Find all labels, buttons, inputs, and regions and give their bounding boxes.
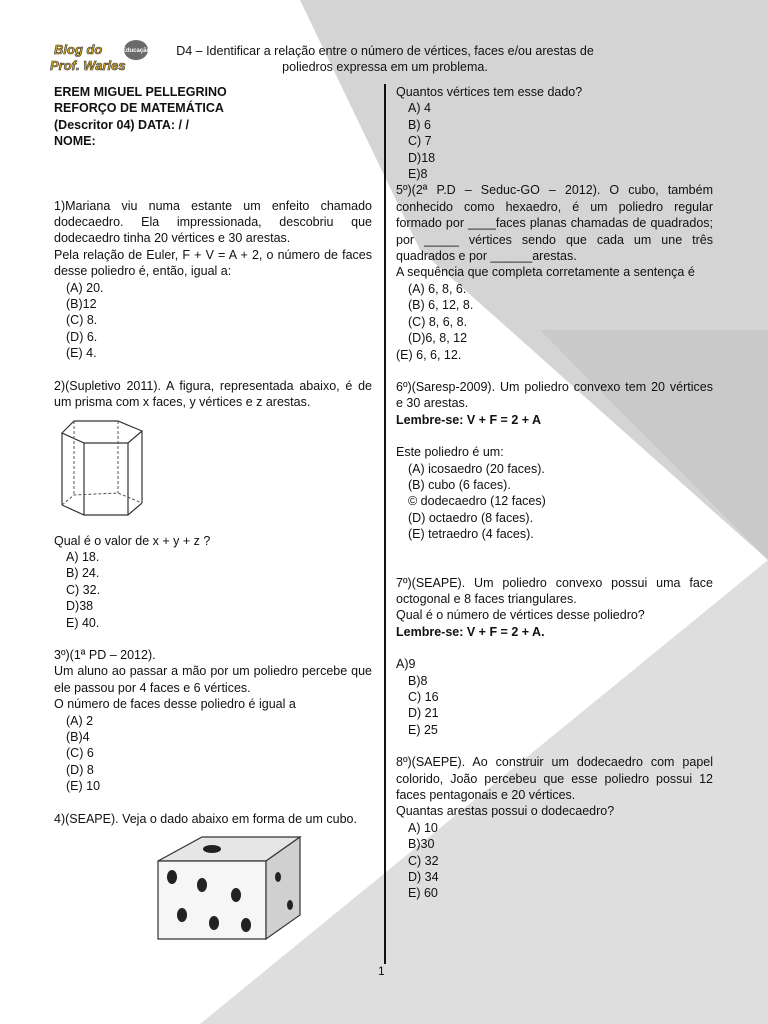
header-line1: D4 – Identificar a relação entre o número de vértices, faces e/ou arestas de [176,44,594,58]
q1-text2: Pela relação de Euler, F + V = A + 2, o número de faces desse poliedro é, então, igual a: [54,247,372,279]
q7-question: Qual é o número de vértices desse poliedro? [396,608,645,623]
q8-option: C) 32 [408,853,439,868]
q8-option: E) 60 [408,886,438,901]
q7-option: D) 21 [408,706,439,721]
left-column [54,84,372,947]
q6-text: 6º)(Saresp-2009). Um poliedro convexo tem 20 vértices e 30 arestas. [396,379,713,411]
q6-option: (A) icosaedro (20 faces). [408,461,545,476]
q2-question: Qual é o valor de x + y + z ? [54,533,211,548]
q7-option-a: A)9 [396,657,416,672]
q3-text: Um aluno ao passar a mão por um poliedro percebe que ele passou por 4 faces e 6 vértices. [54,664,372,695]
q6-hint: Lembre-se: V + F = 2 + A [396,412,542,427]
hexagonal-prism-figure [54,411,372,533]
q8-text: 8º)(SAEPE). Ao construir um dodecaedro com papel colorido, João percebeu que esse poliedro possui 12 faces pentagonais e 20 vértices. [396,755,713,803]
q4-option: C) 7 [408,134,432,149]
q3-option: (C) 6 [66,746,94,761]
page-number: 1 [378,964,385,978]
q1-text: 1)Mariana viu numa estante um enfeito chamado dodecaedro. Ela impressionada, descobriu que dodecaedro tinha 20 vértices e 30 arestas. [54,198,372,246]
page-header [160,43,610,75]
q4-text: 4)(SEAPE). Veja o dado abaixo em forma de um cubo. [54,811,357,826]
q5-option-e: (E) 6, 6, 12. [396,347,462,362]
q3-title: 3º)(1ª PD – 2012). [54,647,156,662]
q5-option: (C) 8, 6, 8. [408,314,468,329]
q1-option: (B)12 [66,297,97,312]
blog-logo [48,38,152,78]
q1-option: (D) 6. [66,329,98,344]
q1-option: (E) 4. [66,346,97,361]
q7-text: 7º)(SEAPE). Um poliedro convexo possui uma face octogonal e 8 faces triangulares. [396,575,713,606]
q2-text: 2)(Supletivo 2011). A figura, representada abaixo, é de um prisma com x faces, y vértices e z arestas. [54,378,372,410]
q1-option: (C) 8. [66,313,98,328]
q8-option: D) 34 [408,870,439,885]
q3-option: (D) 8 [66,762,94,777]
right-column [396,84,713,902]
q2-option: C) 32. [66,582,101,597]
q5-text: 5º)(2ª P.D – Seduc-GO – 2012). O cubo, também conhecido como hexaedro, é um poliedro regular formado por ____faces planas chamadas de quadrados; por _____ vértices sendo que cada um une três quadrados e por ______arestas. [396,183,713,264]
dice-figure [54,827,372,947]
q8-question: Quantas arestas possui o dodecaedro? [396,804,615,819]
q2-option: B) 24. [66,566,100,581]
q6-option: (E) tetraedro (4 faces). [408,527,534,542]
q7-option: E) 25 [408,722,438,737]
q3-question: O número de faces desse poliedro é igual a [54,697,296,712]
header-line2: poliedros expressa em um problema. [282,60,488,74]
q6-question: Este poliedro é um: [396,445,504,460]
q6-option: © dodecaedro (12 faces) [408,494,546,509]
descriptor-date: (Descritor 04) DATA: / / [54,117,189,132]
q2-option: E) 40. [66,615,100,630]
q5-option: (D)6, 8, 12 [408,331,468,346]
school-subject: REFORÇO DE MATEMÁTICA [54,101,224,116]
column-divider [384,84,386,964]
q8-option: B)30 [408,837,435,852]
q4-option: B) 6 [408,117,431,132]
q7-option: C) 16 [408,690,439,704]
q5-option: (B) 6, 12, 8. [408,298,474,313]
q1-option: (A) 20. [66,280,104,295]
q4-question: Quantos vértices tem esse dado? [396,85,583,99]
q7-option: B)8 [408,673,428,688]
q2-option: D)38 [66,599,94,614]
q7-hint: Lembre-se: V + F = 2 + A. [396,624,545,639]
student-name-label: NOME: [54,134,96,149]
q4-option: E)8 [408,167,428,182]
q3-option: (B)4 [66,729,90,744]
q3-option: (A) 2 [66,713,94,728]
q6-option: (D) octaedro (8 faces). [408,510,534,525]
logo-line2: Prof. Warles [50,58,126,73]
q6-option: (B) cubo (6 faces). [408,477,511,492]
q3-option: (E) 10 [66,779,101,794]
logo-badge: Educação [121,48,151,54]
logo-line1: Blog do [54,42,103,57]
q8-option: A) 10 [408,820,438,835]
q4-option: D)18 [408,150,436,165]
q5-option: (A) 6, 8, 6. [408,281,467,296]
q4-option: A) 4 [408,101,431,116]
q5-question: A sequência que completa corretamente a sentença é [396,265,695,280]
school-name: EREM MIGUEL PELLEGRINO [54,85,227,99]
q2-option: A) 18. [66,549,100,564]
